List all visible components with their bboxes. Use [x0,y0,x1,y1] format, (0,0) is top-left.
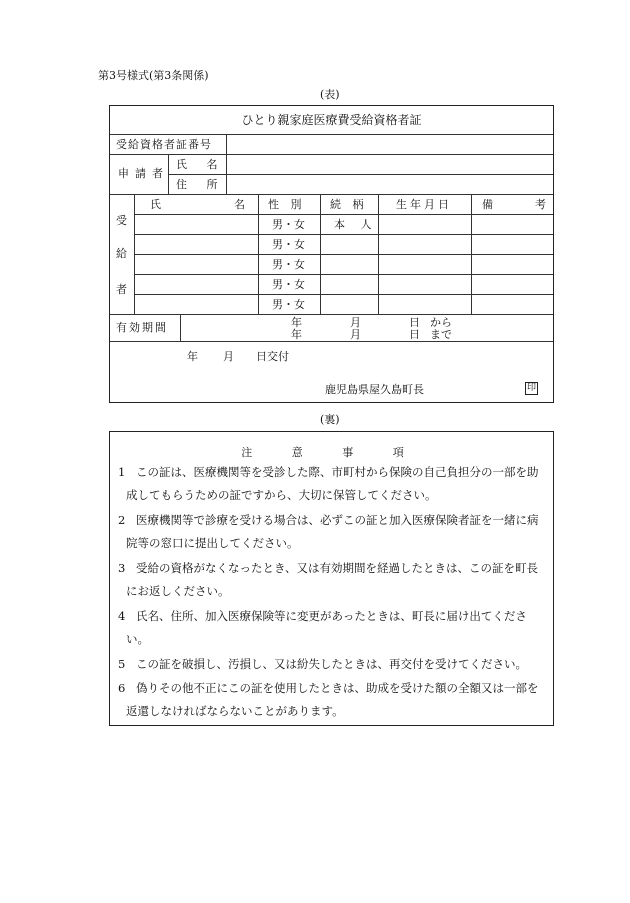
issuer-name: 鹿児島県屋久島町長 [325,383,424,396]
note-number: 6 [118,681,126,695]
note-line: この証を破損し、汚損し、又は紛失したときは、再交付を受けてください。 [136,657,527,671]
notes-heading: 注 意 事 項 [241,446,422,459]
validity-from-suffix: から [430,316,452,329]
front-section-label: (表) [320,88,340,101]
issue-day: 日交付 [256,350,289,363]
note-line: い。 [126,632,149,646]
recipient-label-char: 者 [116,283,127,296]
validity-to-suffix: まで [430,328,452,341]
note-number: 1 [118,465,126,479]
form-number: 第3号様式(第3条関係) [98,69,209,82]
note-line: 偽りその他不正にこの証を使用したときは、助成を受けた額の全額又は一部を [136,681,539,695]
cert-number-label: 受給資格者証番号 [116,138,212,151]
applicant-address-label: 住 所 [176,178,226,191]
front-certificate [109,105,554,403]
note-item [118,609,550,623]
validity-from-day: 日 [409,316,420,329]
row-sex: 男・女 [272,278,305,291]
back-section-label: (裏) [320,413,340,426]
col-name-left: 氏 [150,198,161,211]
validity-to-day: 日 [409,328,420,341]
validity-from-year: 年 [291,316,302,329]
validity-to-year: 年 [291,328,302,341]
note-number: 5 [118,657,126,671]
row-sex: 男・女 [272,258,305,271]
note-line: 受給の資格がなくなったとき、又は有効期間を経過したときは、この証を町長 [136,561,539,575]
recipient-label-char: 給 [116,247,127,260]
row-sex: 男・女 [272,218,305,231]
note-line: にお返しください。 [126,584,230,598]
recipient-label-char: 受 [116,214,127,227]
note-number: 2 [118,513,126,527]
note-line: 医療機関等で診療を受ける場合は、必ずこの証と加入医療保険者証を一緒に病 [136,513,539,527]
validity-to-month: 月 [350,328,361,341]
note-line: 院等の窓口に提出してください。 [126,536,299,550]
seal-mark: 印 [526,383,536,393]
row-sex: 男・女 [272,238,305,251]
col-relation: 続 柄 [330,198,368,211]
note-line: 返還しなければならないことがあります。 [126,704,344,718]
validity-label: 有効期間 [116,321,168,334]
note-item [118,681,550,695]
applicant-name-label: 氏 名 [176,158,226,171]
note-line: 成してもらうための証ですから、大切に保管してください。 [126,488,437,502]
row-relation: 本 人 [334,218,378,231]
col-sex: 性 別 [268,198,306,211]
issue-year: 年 [187,350,198,363]
note-item [118,657,550,671]
note-item [118,513,550,527]
note-number: 3 [118,561,126,575]
applicant-label: 申請者 [118,167,169,180]
note-item [118,561,550,575]
col-name-right: 名 [234,198,245,211]
note-number: 4 [118,609,126,623]
note-line: 氏名、住所、加入医療保険等に変更があったときは、町長に届け出てくださ [136,609,527,623]
issue-month: 月 [223,350,234,363]
row-sex: 男・女 [272,298,305,311]
col-remarks-left: 備 [482,198,493,211]
note-item [118,465,550,479]
col-remarks-right: 考 [535,198,546,211]
col-birth: 生年月日 [396,198,452,211]
certificate-title: ひとり親家庭医療費受給資格者証 [241,113,422,127]
note-line: この証は、医療機関等を受診した際、市町村から保険の自己負担分の一部を助 [136,465,539,479]
validity-from-month: 月 [350,316,361,329]
